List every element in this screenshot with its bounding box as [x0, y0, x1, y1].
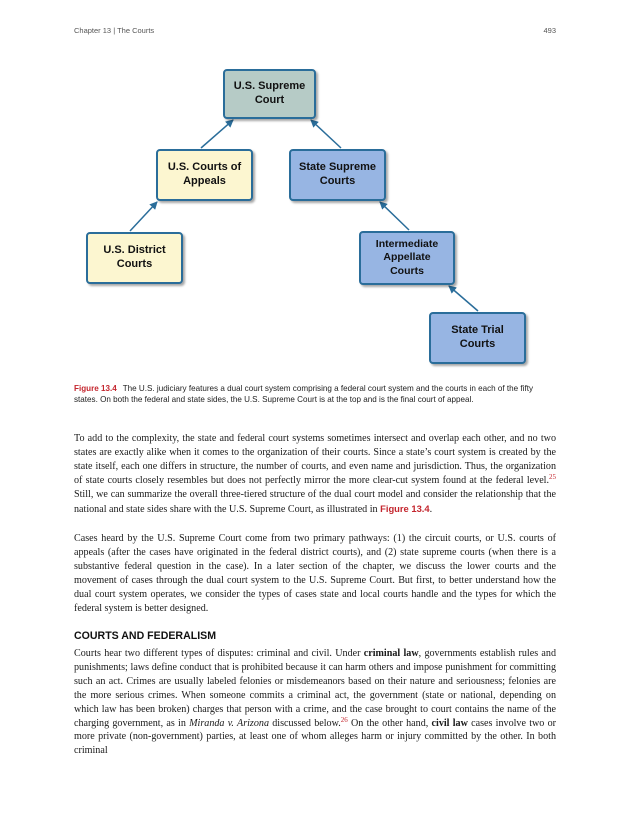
paragraph-complexity	[74, 432, 556, 516]
paragraph-case-pathways	[74, 532, 556, 615]
running-header	[74, 26, 556, 35]
key-term-criminal-law: criminal law	[363, 648, 419, 659]
paragraph-text: , governments establish rules and punishments; laws define conduct that is prohibited because it can harm others and impose punishment for committing such an act. Crimes are usually labeled felonies or misdemeanors based on their nature and seriousness; felonies are the more serious crimes. When someone commits a criminal act, the government (state or national, depending on which law has been broken) charges that person with a crime, and the case brought to court contains the name of the charging government, as in	[74, 648, 557, 729]
paragraph-text: To add to the complexity, the state and federal court systems sometimes intersect and overlap each other, and no two states are exactly alike when it comes to the organization of their courts. Since a state’s court system is created by the state itself, each one differs in structure, the number of courts, and even name and jurisdiction. Thus, the organization of state courts closely resembles but does not perfectly mirror the more clear-cut system found at the federal level.	[74, 433, 556, 486]
footnote-ref-26[interactable]: 26	[340, 715, 348, 724]
paragraph-text: Still, we can summarize the overall three-tiered structure of the dual court model and consider the relationship that the national and state sides share with the U.S. Supreme Court, as illustrated in	[74, 488, 556, 515]
paragraph-text: Courts hear two different types of disputes: criminal and civil. Under	[74, 648, 364, 659]
node-state-supreme-courts: State Supreme Courts	[289, 149, 386, 201]
case-name: Miranda v. Arizona	[189, 717, 269, 729]
figure-caption	[74, 384, 556, 405]
section-heading: COURTS AND FEDERALISM	[74, 630, 217, 642]
arrow-intermediate-to-state-supreme	[380, 202, 409, 230]
chapter-title: Chapter 13 | The Courts	[74, 26, 155, 35]
paragraph-text: discussed below.	[269, 717, 341, 729]
key-term-civil-law: civil law	[431, 717, 468, 729]
paragraph-text: Cases heard by the U.S. Supreme Court come from two primary pathways: (1) the circuit courts, or U.S. courts of appeals (after the cases have originated in the federal district courts), and (2) state supreme courts (when there is a substantive federal question in the case). In a later section of the chapter, we discuss the lower courts and the movement of cases through the dual court system to the U.S. Supreme Court. But first, to better understand how the dual court system operates, we consider the types of cases state and local courts handle and the types for which the federal system is better designed.	[74, 533, 556, 614]
arrow-district-to-appeals	[130, 202, 157, 231]
figure-link[interactable]: Figure 13.4	[380, 502, 430, 514]
arrow-state-supreme-to-supreme	[311, 120, 341, 148]
caption-text: The U.S. judiciary features a dual court system comprising a federal court system and the courts in each of the fifty states. On both the federal and state sides, the U.S. Supreme Court is at the top and is the final court of appeal.	[74, 384, 534, 404]
paragraph-criminal-civil	[74, 647, 556, 758]
node-intermediate-appellate-courts: Intermediate Appellate Courts	[359, 231, 455, 285]
arrow-trial-to-intermediate	[449, 286, 478, 311]
court-system-diagram	[70, 60, 560, 370]
node-state-trial-courts: State Trial Courts	[429, 312, 526, 364]
paragraph-text: cases involve two or more private (non-government) parties, at least one of whom alleges harm or injury committed by the other. In both criminal	[74, 717, 557, 757]
figure-label: Figure 13.4	[74, 384, 117, 393]
arrow-appeals-to-supreme	[201, 120, 233, 148]
paragraph-text: On the other hand,	[347, 717, 432, 729]
node-us-district-courts: U.S. District Courts	[86, 232, 183, 284]
footnote-ref-25[interactable]: 25	[549, 472, 556, 481]
page-number: 493	[543, 26, 556, 35]
node-us-supreme-court: U.S. Supreme Court	[223, 69, 316, 119]
node-us-courts-of-appeals: U.S. Courts of Appeals	[156, 149, 253, 201]
paragraph-text: .	[429, 503, 433, 515]
